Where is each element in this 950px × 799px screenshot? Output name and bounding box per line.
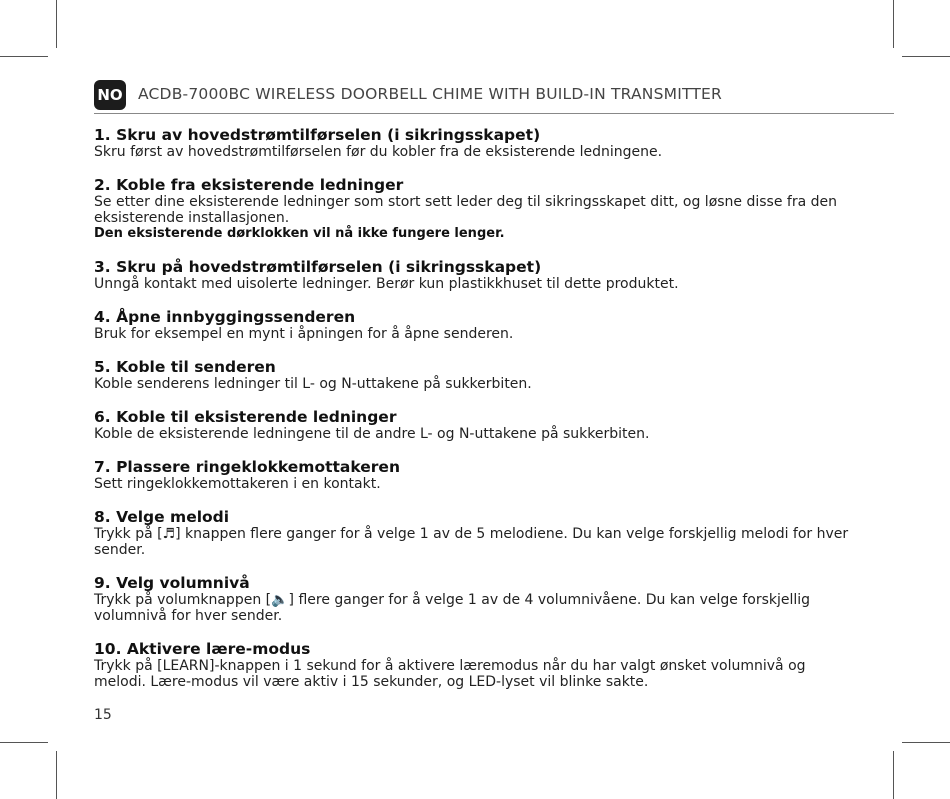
step-heading: 6. Koble til eksisterende ledninger [94,408,397,426]
step-text: Sett ringeklokkemottakeren i en kontakt. [94,476,381,492]
instruction-step [94,258,854,292]
instruction-step [94,408,854,442]
crop-mark [0,56,48,57]
instruction-step [94,176,854,242]
instructions-body [94,126,854,706]
step-text: Skru først av hovedstrømtilførselen før du kobler fra de eksisterende ledningene. [94,144,663,160]
step-text: Koble de eksisterende ledningene til de andre L- og N-uttakene på sukkerbiten. [94,426,650,442]
crop-mark [56,751,57,799]
step-heading: 7. Plassere ringeklokkemottakeren [94,458,400,476]
step-heading: 10. Aktivere lære-modus [94,640,311,658]
step-heading: 4. Åpne innbyggingssenderen [94,308,356,326]
crop-mark [893,0,894,48]
step-text: Trykk på [LEARN]-knappen i 1 sekund for å aktivere læremodus når du har valgt ønsket volumnivå og melodi. Lære-modus vil være aktiv i 15 sekunder, og LED-lyset vil blinke sakte. [94,658,806,690]
step-text: Bruk for eksempel en mynt i åpningen for å åpne senderen. [94,326,514,342]
step-heading: 9. Velg volumnivå [94,574,250,592]
instruction-step [94,508,854,558]
instruction-step [94,574,854,624]
step-text: Trykk på volumknappen [🔈] flere ganger for å velge 1 av de 4 volumnivåene. Du kan velge forskjellig volumnivå for hver sender. [94,592,811,624]
document-title: ACDB-7000BC WIRELESS DOORBELL CHIME WITH BUILD-IN TRANSMITTER [138,85,723,103]
page-header [94,80,894,114]
instruction-step [94,308,854,342]
instruction-step [94,458,854,492]
step-heading: 2. Koble fra eksisterende ledninger [94,176,404,194]
step-text: Unngå kontakt med uisolerte ledninger. Berør kun plastikkhuset til dette produktet. [94,276,679,292]
step-text: Se etter dine eksisterende ledninger som stort sett leder deg til sikringsskapet ditt, og løsne disse fra den eksisterende installasjonen. [94,194,838,226]
step-heading: 5. Koble til senderen [94,358,276,376]
step-heading: 3. Skru på hovedstrømtilførselen (i sikringsskapet) [94,258,542,276]
instruction-step [94,358,854,392]
language-badge: NO [94,80,126,110]
crop-mark [893,751,894,799]
step-text: Trykk på [♬] knappen flere ganger for å velge 1 av de 5 melodiene. Du kan velge forskjellig melodi for hver sender. [94,526,849,558]
instruction-step [94,126,854,160]
step-note: Den eksisterende dørklokken vil nå ikke fungere lenger. [94,226,505,241]
step-heading: 1. Skru av hovedstrømtilførselen (i sikringsskapet) [94,126,541,144]
step-heading: 8. Velge melodi [94,508,230,526]
crop-mark [902,742,950,743]
page-number: 15 [94,707,112,723]
crop-mark [0,742,48,743]
header-divider [94,113,894,114]
crop-mark [902,56,950,57]
crop-mark [56,0,57,48]
instruction-step [94,640,854,690]
step-text: Koble senderens ledninger til L- og N-uttakene på sukkerbiten. [94,376,532,392]
